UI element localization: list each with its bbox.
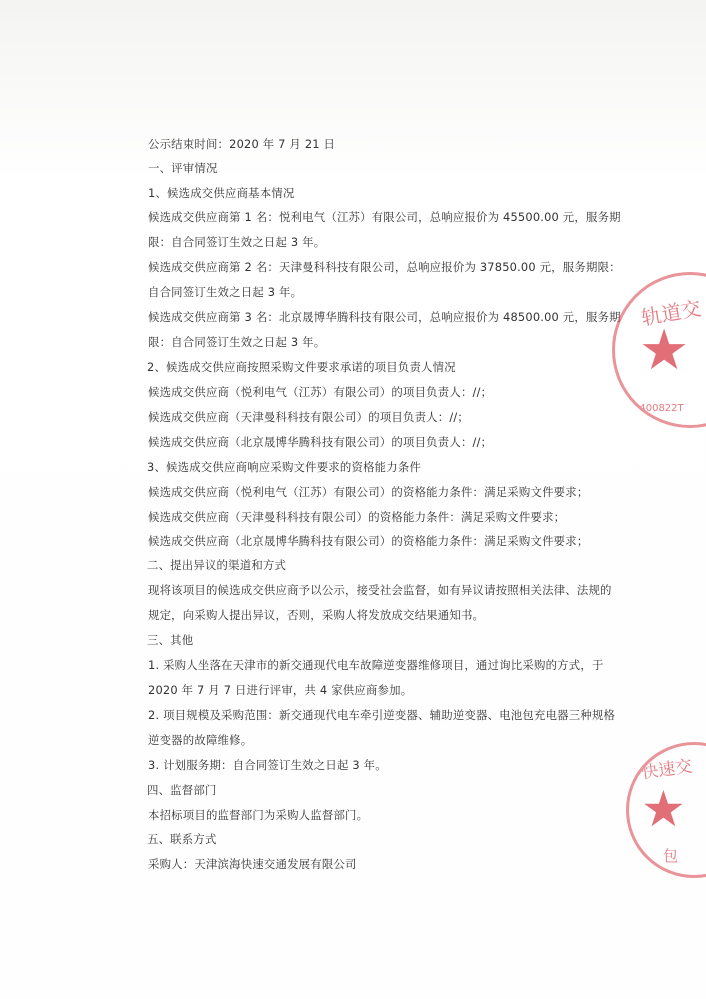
other-item-3: 3. 计划服务期：自合同签订生效之日起 3 年。 bbox=[148, 758, 387, 772]
other-item-2-line-2: 逆变器的故障维修。 bbox=[148, 733, 253, 747]
publicity-end-time: 公示结束时间：2020 年 7 月 21 日 bbox=[148, 137, 336, 151]
seal-top-text: 轨道交 bbox=[639, 295, 703, 331]
seal-star-icon: ★ bbox=[639, 318, 690, 383]
seal-star-icon: ★ bbox=[641, 780, 686, 838]
purchaser-line: 采购人：天津滨海快速交通发展有限公司 bbox=[148, 857, 357, 871]
candidate-1-line-2: 限：自合同签订生效之日起 3 年。 bbox=[148, 235, 326, 249]
candidate-3-line-2: 限：自合同签订生效之日起 3 年。 bbox=[148, 335, 326, 349]
objections-line-1: 现将该项目的候选成交供应商予以公示，接受社会监督，如有异议请按照相关法律、法规的 bbox=[148, 583, 612, 597]
candidate-2-line-2: 自合同签订生效之日起 3 年。 bbox=[148, 285, 303, 299]
section-heading-evaluation: 一、评审情况 bbox=[148, 161, 218, 175]
section-heading-supervision: 四、监督部门 bbox=[147, 783, 217, 797]
subheading-qualifications: 3、候选成交供应商响应采购文件要求的资格能力条件 bbox=[147, 460, 422, 474]
qualification-line-3: 候选成交供应商（北京晟博华腾科技有限公司）的资格能力条件：满足采购文件要求； bbox=[148, 534, 589, 548]
seal-bottom-lower-text: 包 bbox=[663, 847, 679, 865]
other-item-1-line-2: 2020 年 7 月 7 日进行评审，共 4 家供应商参加。 bbox=[148, 683, 413, 697]
candidate-3-line-1: 候选成交供应商第 3 名：北京晟博华腾科技有限公司，总响应报价为 48500.00 元，服务期 bbox=[148, 310, 621, 324]
leader-line-2: 候选成交供应商（天津曼科科技有限公司）的项目负责人：//； bbox=[148, 410, 470, 424]
supervision-line: 本招标项目的监督部门为采购人监督部门。 bbox=[148, 808, 369, 822]
objections-line-2: 规定，向采购人提出异议，否则，采购人将发放成交结果通知书。 bbox=[148, 608, 485, 622]
seal-top-code: 1400822T bbox=[633, 403, 684, 414]
leader-line-1: 候选成交供应商（悦利电气（江苏）有限公司）的项目负责人：//； bbox=[148, 385, 493, 399]
subheading-candidates: 1、候选成交供应商基本情况 bbox=[148, 186, 295, 200]
section-heading-other: 三、其他 bbox=[147, 633, 194, 647]
section-heading-objections: 二、提出异议的渠道和方式 bbox=[147, 558, 287, 572]
official-seal-top bbox=[612, 272, 706, 428]
candidate-1-line-1: 候选成交供应商第 1 名：悦利电气（江苏）有限公司，总响应报价为 45500.00 元，服务期 bbox=[148, 210, 621, 224]
section-heading-contact: 五、联系方式 bbox=[147, 832, 217, 846]
qualification-line-1: 候选成交供应商（悦利电气（江苏）有限公司）的资格能力条件：满足采购文件要求； bbox=[148, 485, 589, 499]
official-seal-bottom bbox=[626, 742, 706, 878]
seal-bottom-text: 快速交 bbox=[640, 756, 694, 784]
other-item-2-line-1: 2. 项目规模及采购范围：新交通现代电车牵引逆变器、辅助逆变器、电池包充电器三种规格 bbox=[148, 708, 616, 722]
qualification-line-2: 候选成交供应商（天津曼科科技有限公司）的资格能力条件：满足采购文件要求； bbox=[148, 510, 566, 524]
leader-line-3: 候选成交供应商（北京晟博华腾科技有限公司）的项目负责人：//； bbox=[148, 435, 493, 449]
candidate-2-line-1: 候选成交供应商第 2 名：天津曼科科技有限公司，总响应报价为 37850.00 元，服务期限： bbox=[148, 260, 621, 274]
subheading-project-leaders: 2、候选成交供应商按照采购文件要求承诺的项目负责人情况 bbox=[147, 360, 456, 374]
other-item-1-line-1: 1. 采购人坐落在天津市的新交通现代电车故障逆变器维修项目，通过询比采购的方式，于 bbox=[148, 658, 604, 672]
